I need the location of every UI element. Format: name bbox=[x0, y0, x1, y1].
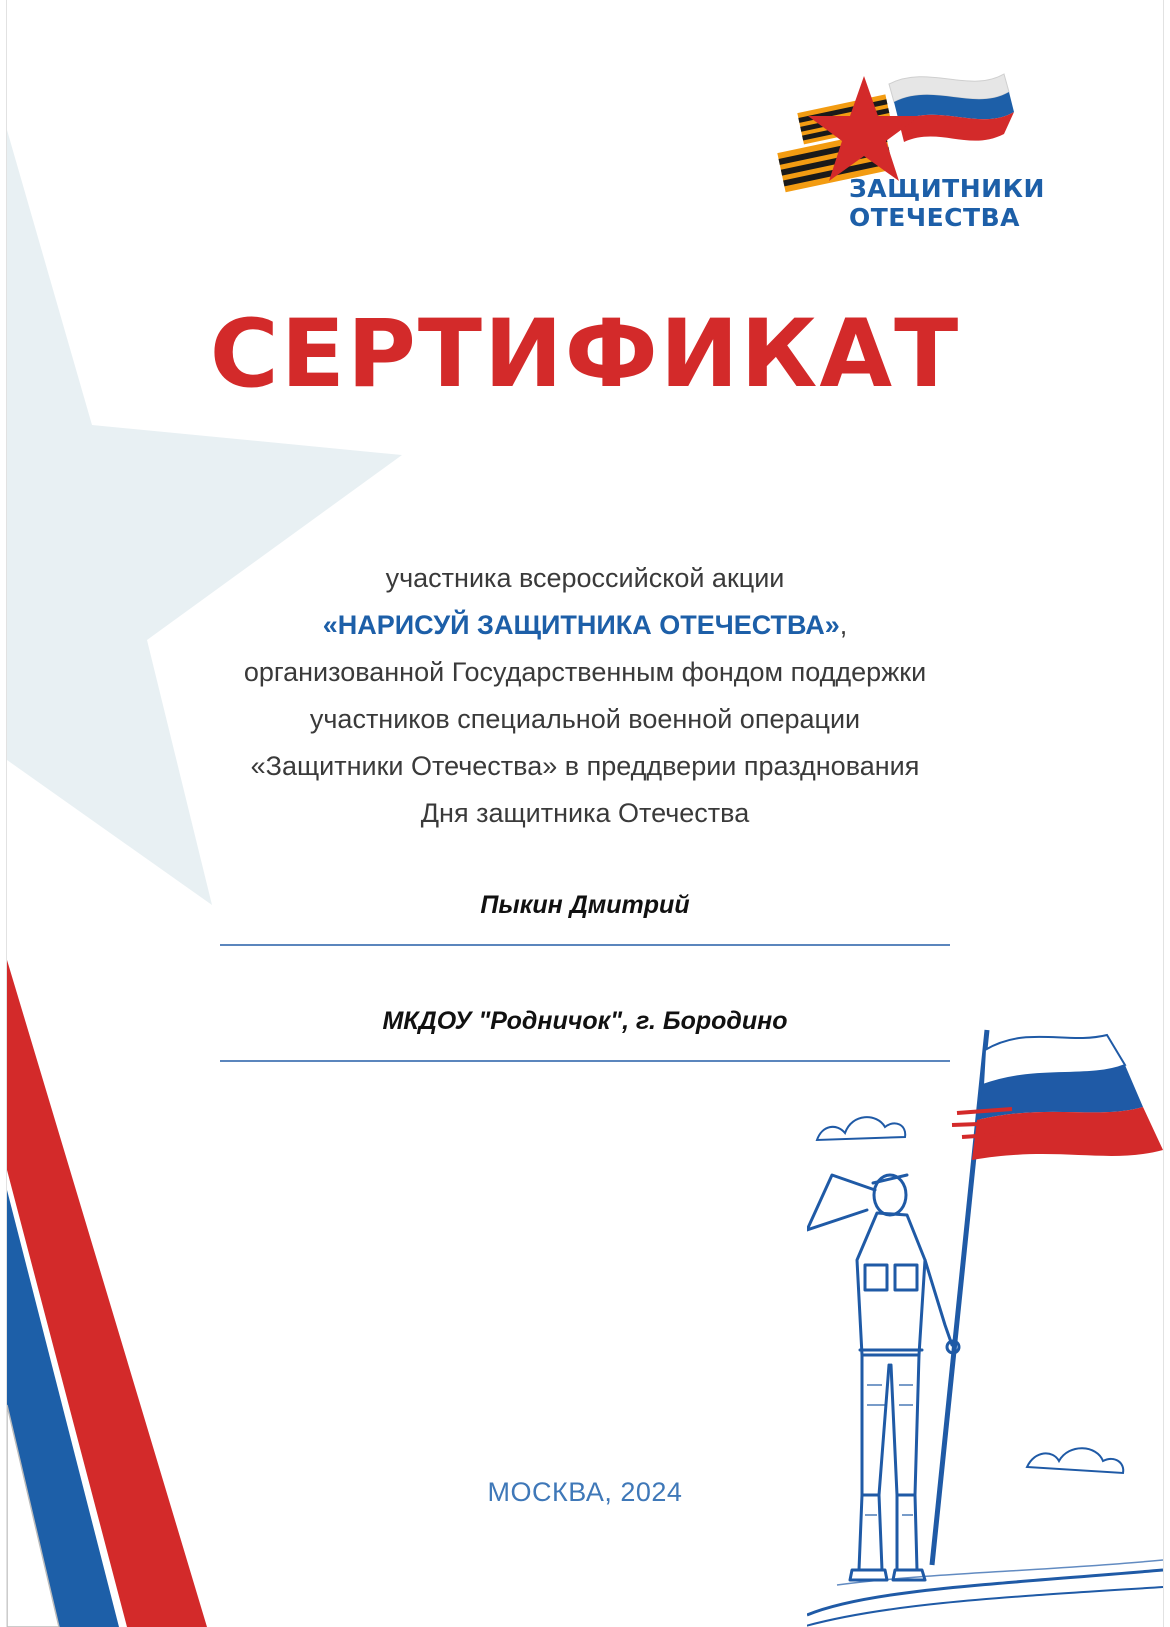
recipient-organization: МКДОУ "Родничок", г. Бородино bbox=[382, 1007, 788, 1035]
action-name: «НАРИСУЙ ЗАЩИТНИКА ОТЕЧЕСТВА» bbox=[322, 610, 840, 640]
footer-city-year: МОСКВА, 2024 bbox=[487, 1477, 683, 1507]
body-line-1: участника всероссийской акции bbox=[385, 563, 785, 593]
body-line-3: организованной Государственным фондом поддержки bbox=[243, 657, 927, 687]
body-line-action bbox=[7, 602, 1163, 649]
body-line-4: участников специальной военной операции bbox=[309, 704, 861, 734]
logo-text-line-1: ЗАЩИТНИКИ bbox=[849, 174, 1045, 203]
certificate-body bbox=[7, 555, 1163, 837]
saluting-soldier-with-flag-sketch bbox=[807, 1025, 1163, 1627]
certificate-title: СЕРТИФИКАТ bbox=[209, 300, 961, 409]
body-line-6: Дня защитника Отечества bbox=[420, 798, 750, 828]
action-suffix: , bbox=[839, 610, 848, 640]
recipient-name-underline bbox=[220, 944, 950, 946]
certificate-page bbox=[6, 0, 1164, 1627]
body-line-5: «Защитники Отечества» в преддверии празднования bbox=[250, 751, 920, 781]
logo-text-line-2: ОТЕЧЕСТВА bbox=[849, 203, 1020, 232]
recipient-name: Пыкин Дмитрий bbox=[480, 891, 690, 919]
russian-flag-stripes bbox=[7, 960, 207, 1627]
